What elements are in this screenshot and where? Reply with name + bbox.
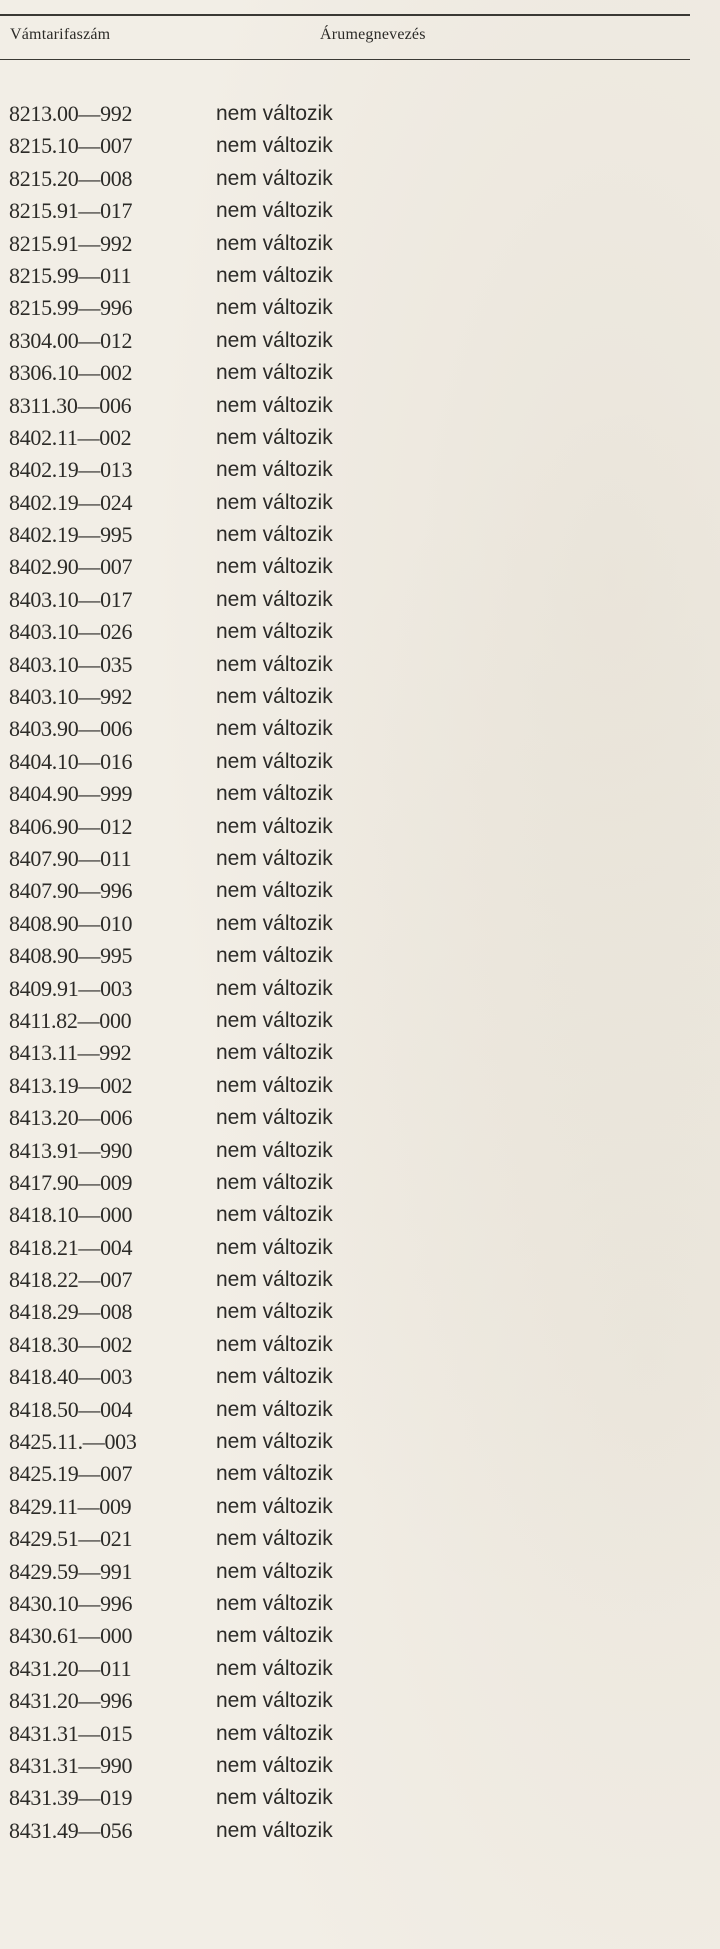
tariff-code: 8431.39—019: [9, 1785, 133, 1811]
item-description: nem változik: [216, 1689, 333, 1713]
table-row: [0, 1232, 690, 1264]
tariff-code: 8425.19—007: [9, 1461, 133, 1487]
table-row: [0, 843, 690, 875]
tariff-code: 8413.11—992: [9, 1040, 132, 1066]
item-description: nem változik: [216, 361, 333, 385]
tariff-code: 8431.49—056: [9, 1817, 133, 1843]
tariff-code: 8413.20—006: [9, 1105, 133, 1131]
tariff-code: 8429.59—991: [9, 1558, 133, 1584]
tariff-code: 8418.40—003: [9, 1364, 133, 1390]
item-description: nem változik: [216, 1656, 333, 1680]
table-row: [0, 1815, 690, 1847]
item-description: nem változik: [216, 134, 333, 158]
table-row: [0, 1005, 690, 1037]
item-description: nem változik: [216, 263, 333, 287]
table-row: [0, 908, 690, 940]
tariff-code: 8403.10—026: [9, 619, 133, 645]
table-row: [0, 1653, 690, 1685]
table-row: [0, 325, 690, 357]
table-row: [0, 1135, 690, 1167]
tariff-code: 8215.20—008: [9, 165, 133, 191]
table-row: [0, 519, 690, 551]
table-row: [0, 1620, 690, 1652]
item-description: nem változik: [216, 1300, 333, 1324]
table-row: [0, 1750, 690, 1782]
table-row: [0, 1264, 690, 1296]
table-row: [0, 357, 690, 389]
tariff-code: 8402.19—995: [9, 522, 133, 548]
tariff-code: 8403.10—035: [9, 651, 133, 677]
item-description: nem változik: [216, 393, 333, 417]
table-row: [0, 1523, 690, 1555]
item-description: nem változik: [216, 846, 333, 870]
item-description: nem változik: [216, 814, 333, 838]
item-description: nem változik: [216, 879, 333, 903]
item-description: nem változik: [216, 1203, 333, 1227]
tariff-code: 8431.31—990: [9, 1752, 133, 1778]
item-description: nem változik: [216, 685, 333, 709]
tariff-code: 8404.90—999: [9, 781, 133, 807]
tariff-code: 8418.22—007: [9, 1267, 133, 1293]
item-description: nem változik: [216, 1106, 333, 1130]
table-row: [0, 195, 690, 227]
tariff-code: 8402.19—024: [9, 489, 133, 515]
top-rule: [0, 14, 690, 16]
header-rule: [0, 59, 690, 60]
table-row: [0, 940, 690, 972]
tariff-code: 8306.10—002: [9, 360, 133, 386]
item-description: nem változik: [216, 102, 333, 125]
item-description: nem változik: [216, 1008, 333, 1032]
item-description: nem változik: [216, 1138, 333, 1162]
item-description: nem változik: [216, 1721, 333, 1745]
table-row: [0, 1685, 690, 1717]
table-row: [0, 1037, 690, 1069]
table-row: [0, 487, 690, 519]
table-row: [0, 616, 690, 648]
tariff-code: 8429.11—009: [9, 1493, 132, 1519]
table-row: [0, 551, 690, 583]
tariff-code: 8413.91—990: [9, 1137, 133, 1163]
table-row: [0, 260, 690, 292]
table-row: [0, 1458, 690, 1490]
item-description: nem változik: [216, 199, 333, 223]
tariff-code: 8417.90—009: [9, 1169, 133, 1195]
table-row: [0, 130, 690, 162]
item-description: nem változik: [216, 166, 333, 190]
tariff-code: 8215.10—007: [9, 133, 133, 159]
item-description: nem változik: [216, 328, 333, 352]
tariff-code: 8431.20—996: [9, 1688, 133, 1714]
tariff-code: 8408.90—995: [9, 943, 133, 969]
tariff-code: 8407.90—011: [9, 845, 132, 871]
tariff-code: 8403.10—017: [9, 586, 133, 612]
tariff-code: 8402.90—007: [9, 554, 133, 580]
item-description: nem változik: [216, 652, 333, 676]
table-row: [0, 1556, 690, 1588]
tariff-code: 8311.30—006: [9, 392, 132, 418]
table-row: [0, 1426, 690, 1458]
tariff-code: 8403.10—992: [9, 684, 133, 710]
item-description: nem változik: [216, 1527, 333, 1551]
table-row: [0, 292, 690, 324]
tariff-code: 8430.61—000: [9, 1623, 133, 1649]
table-row: [0, 649, 690, 681]
table-row: [0, 1167, 690, 1199]
table-row: [0, 98, 690, 130]
table-row: [0, 875, 690, 907]
table-row: [0, 1491, 690, 1523]
table-row: [0, 778, 690, 810]
table-row: [0, 811, 690, 843]
tariff-code: 8418.10—000: [9, 1202, 133, 1228]
item-description: nem változik: [216, 231, 333, 255]
tariff-code: 8402.19—013: [9, 457, 133, 483]
tariff-code: 8402.11—002: [9, 424, 132, 450]
item-description: nem változik: [216, 1332, 333, 1356]
table-row: [0, 1361, 690, 1393]
item-description: nem változik: [216, 1818, 333, 1842]
table-row: [0, 681, 690, 713]
table-row: [0, 1102, 690, 1134]
tariff-code: 8215.99—011: [9, 262, 132, 288]
item-description: nem változik: [216, 911, 333, 935]
item-description: nem változik: [216, 944, 333, 968]
header-code: Vámtarifaszám: [10, 26, 111, 43]
item-description: nem változik: [216, 425, 333, 449]
tariff-code: 8431.31—015: [9, 1720, 133, 1746]
item-description: nem változik: [216, 555, 333, 579]
tariff-code: 8406.90—012: [9, 813, 133, 839]
table-row: [0, 1718, 690, 1750]
item-description: nem változik: [216, 1494, 333, 1518]
item-description: nem változik: [216, 1235, 333, 1259]
tariff-code: 8213.00—992: [9, 101, 133, 126]
table-row: [0, 1070, 690, 1102]
item-description: nem változik: [216, 1365, 333, 1389]
tariff-code: 8407.90—996: [9, 878, 133, 904]
table-row: [0, 1296, 690, 1328]
tariff-code: 8411.82—000: [9, 1007, 132, 1033]
item-description: nem változik: [216, 1462, 333, 1486]
item-description: nem változik: [216, 1591, 333, 1615]
item-description: nem változik: [216, 749, 333, 773]
item-description: nem változik: [216, 1268, 333, 1292]
item-description: nem változik: [216, 1624, 333, 1648]
item-description: nem változik: [216, 1073, 333, 1097]
table-body: [0, 98, 690, 1847]
table-row: [0, 1782, 690, 1814]
tariff-code: 8404.10—016: [9, 748, 133, 774]
table-row: [0, 1588, 690, 1620]
item-description: nem változik: [216, 490, 333, 514]
table-row: [0, 746, 690, 778]
item-description: nem változik: [216, 976, 333, 1000]
table-row: [0, 454, 690, 486]
tariff-code: 8215.91—017: [9, 198, 133, 224]
table-row: [0, 422, 690, 454]
tariff-code: 8215.99—996: [9, 295, 133, 321]
tariff-code: 8418.30—002: [9, 1331, 133, 1357]
header-name: Árumegnevezés: [320, 26, 426, 43]
tariff-code: 8403.90—006: [9, 716, 133, 742]
table-row: [0, 1199, 690, 1231]
table-row: [0, 228, 690, 260]
table-header: [0, 26, 690, 50]
table-row: [0, 1329, 690, 1361]
tariff-code: 8413.19—002: [9, 1072, 133, 1098]
tariff-code: 8408.90—010: [9, 910, 133, 936]
item-description: nem változik: [216, 717, 333, 741]
tariff-code: 8429.51—021: [9, 1526, 133, 1552]
tariff-code: 8304.00—012: [9, 327, 133, 353]
tariff-code: 8418.29—008: [9, 1299, 133, 1325]
item-description: nem változik: [216, 587, 333, 611]
item-description: nem változik: [216, 458, 333, 482]
table-row: [0, 163, 690, 195]
item-description: nem változik: [216, 1559, 333, 1583]
table-row: [0, 1394, 690, 1426]
table-row: [0, 973, 690, 1005]
item-description: nem változik: [216, 1753, 333, 1777]
tariff-code: 8418.50—004: [9, 1396, 133, 1422]
table-row: [0, 584, 690, 616]
item-description: nem változik: [216, 620, 333, 644]
table-row: [0, 713, 690, 745]
item-description: nem változik: [216, 1041, 333, 1065]
item-description: nem változik: [216, 1170, 333, 1194]
tariff-code: 8425.11.—003: [9, 1429, 137, 1455]
item-description: nem változik: [216, 523, 333, 547]
tariff-code: 8418.21—004: [9, 1234, 133, 1260]
item-description: nem változik: [216, 1786, 333, 1810]
table-row: [0, 390, 690, 422]
item-description: nem változik: [216, 782, 333, 806]
tariff-code: 8430.10—996: [9, 1590, 133, 1616]
tariff-code: 8431.20—011: [9, 1655, 132, 1681]
item-description: nem változik: [216, 1397, 333, 1421]
item-description: nem változik: [216, 296, 333, 320]
tariff-code: 8409.91—003: [9, 975, 133, 1001]
tariff-code: 8215.91—992: [9, 230, 133, 256]
item-description: nem változik: [216, 1430, 333, 1454]
